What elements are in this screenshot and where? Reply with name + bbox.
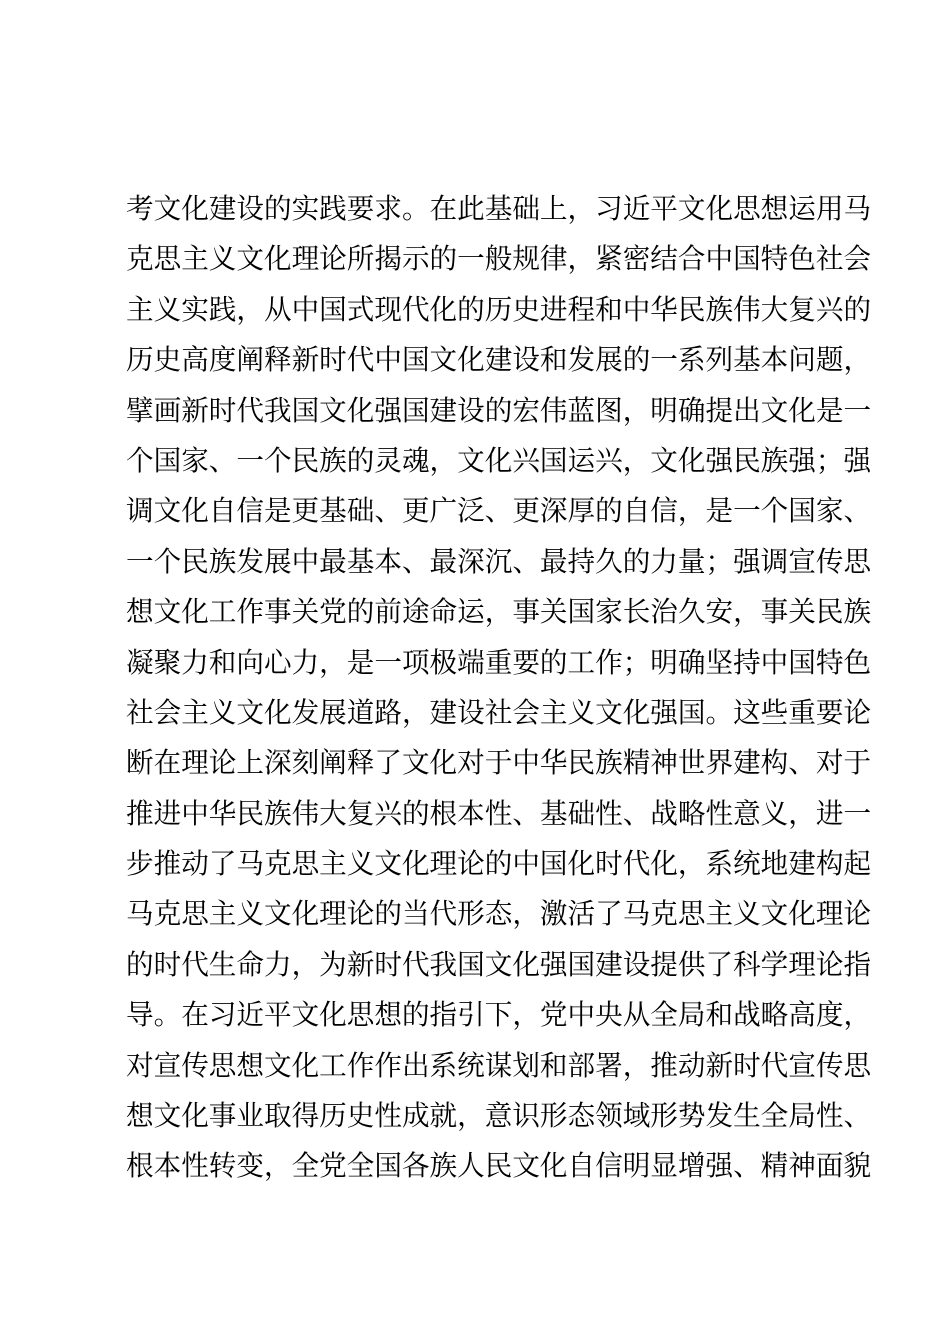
- text-line: 考文化建设的实践要求。在此基础上，习近平文化思想运用马: [126, 192, 872, 225]
- text-line: 的时代生命力，为新时代我国文化强国建设提供了科学理论指: [126, 947, 872, 981]
- text-line: 导。在习近平文化思想的指引下，党中央从全局和战略高度，: [126, 998, 872, 1032]
- text-line: 断在理论上深刻阐释了文化对于中华民族精神世界建构、对于: [126, 746, 872, 780]
- text-line: 马克思主义文化理论的当代形态，激活了马克思主义文化理论: [126, 897, 872, 931]
- text-line: 主义实践，从中国式现代化的历史进程和中华民族伟大复兴的: [126, 292, 872, 326]
- text-line: 擘画新时代我国文化强国建设的宏伟蓝图，明确提出文化是一: [126, 393, 872, 427]
- text-line: 步推动了马克思主义文化理论的中国化时代化，系统地建构起: [126, 847, 872, 881]
- text-line: 个国家、一个民族的灵魂，文化兴国运兴，文化强民族强；强: [126, 443, 872, 477]
- text-line: 历史高度阐释新时代中国文化建设和发展的一系列基本问题，: [126, 343, 872, 377]
- body-paragraph: [126, 184, 872, 1192]
- text-line: 调文化自信是更基础、更广泛、更深厚的自信，是一个国家、: [126, 494, 872, 528]
- text-line: 凝聚力和向心力，是一项极端重要的工作；明确坚持中国特色: [126, 645, 872, 679]
- text-line: 社会主义文化发展道路，建设社会主义文化强国。这些重要论: [126, 695, 872, 729]
- text-line: 克思主义文化理论所揭示的一般规律，紧密结合中国特色社会: [126, 242, 872, 276]
- text-line: 根本性转变，全党全国各族人民文化自信明显增强、精神面貌: [126, 1149, 872, 1183]
- text-line: 一个民族发展中最基本、最深沉、最持久的力量；强调宣传思: [126, 544, 872, 578]
- text-line: 对宣传思想文化工作作出系统谋划和部署，推动新时代宣传思: [126, 1048, 872, 1082]
- text-line: 想文化工作事关党的前途命运，事关国家长治久安，事关民族: [126, 595, 872, 629]
- text-line: 想文化事业取得历史性成就，意识形态领域形势发生全局性、: [126, 1099, 872, 1133]
- text-line: 推进中华民族伟大复兴的根本性、基础性、战略性意义，进一: [126, 796, 872, 830]
